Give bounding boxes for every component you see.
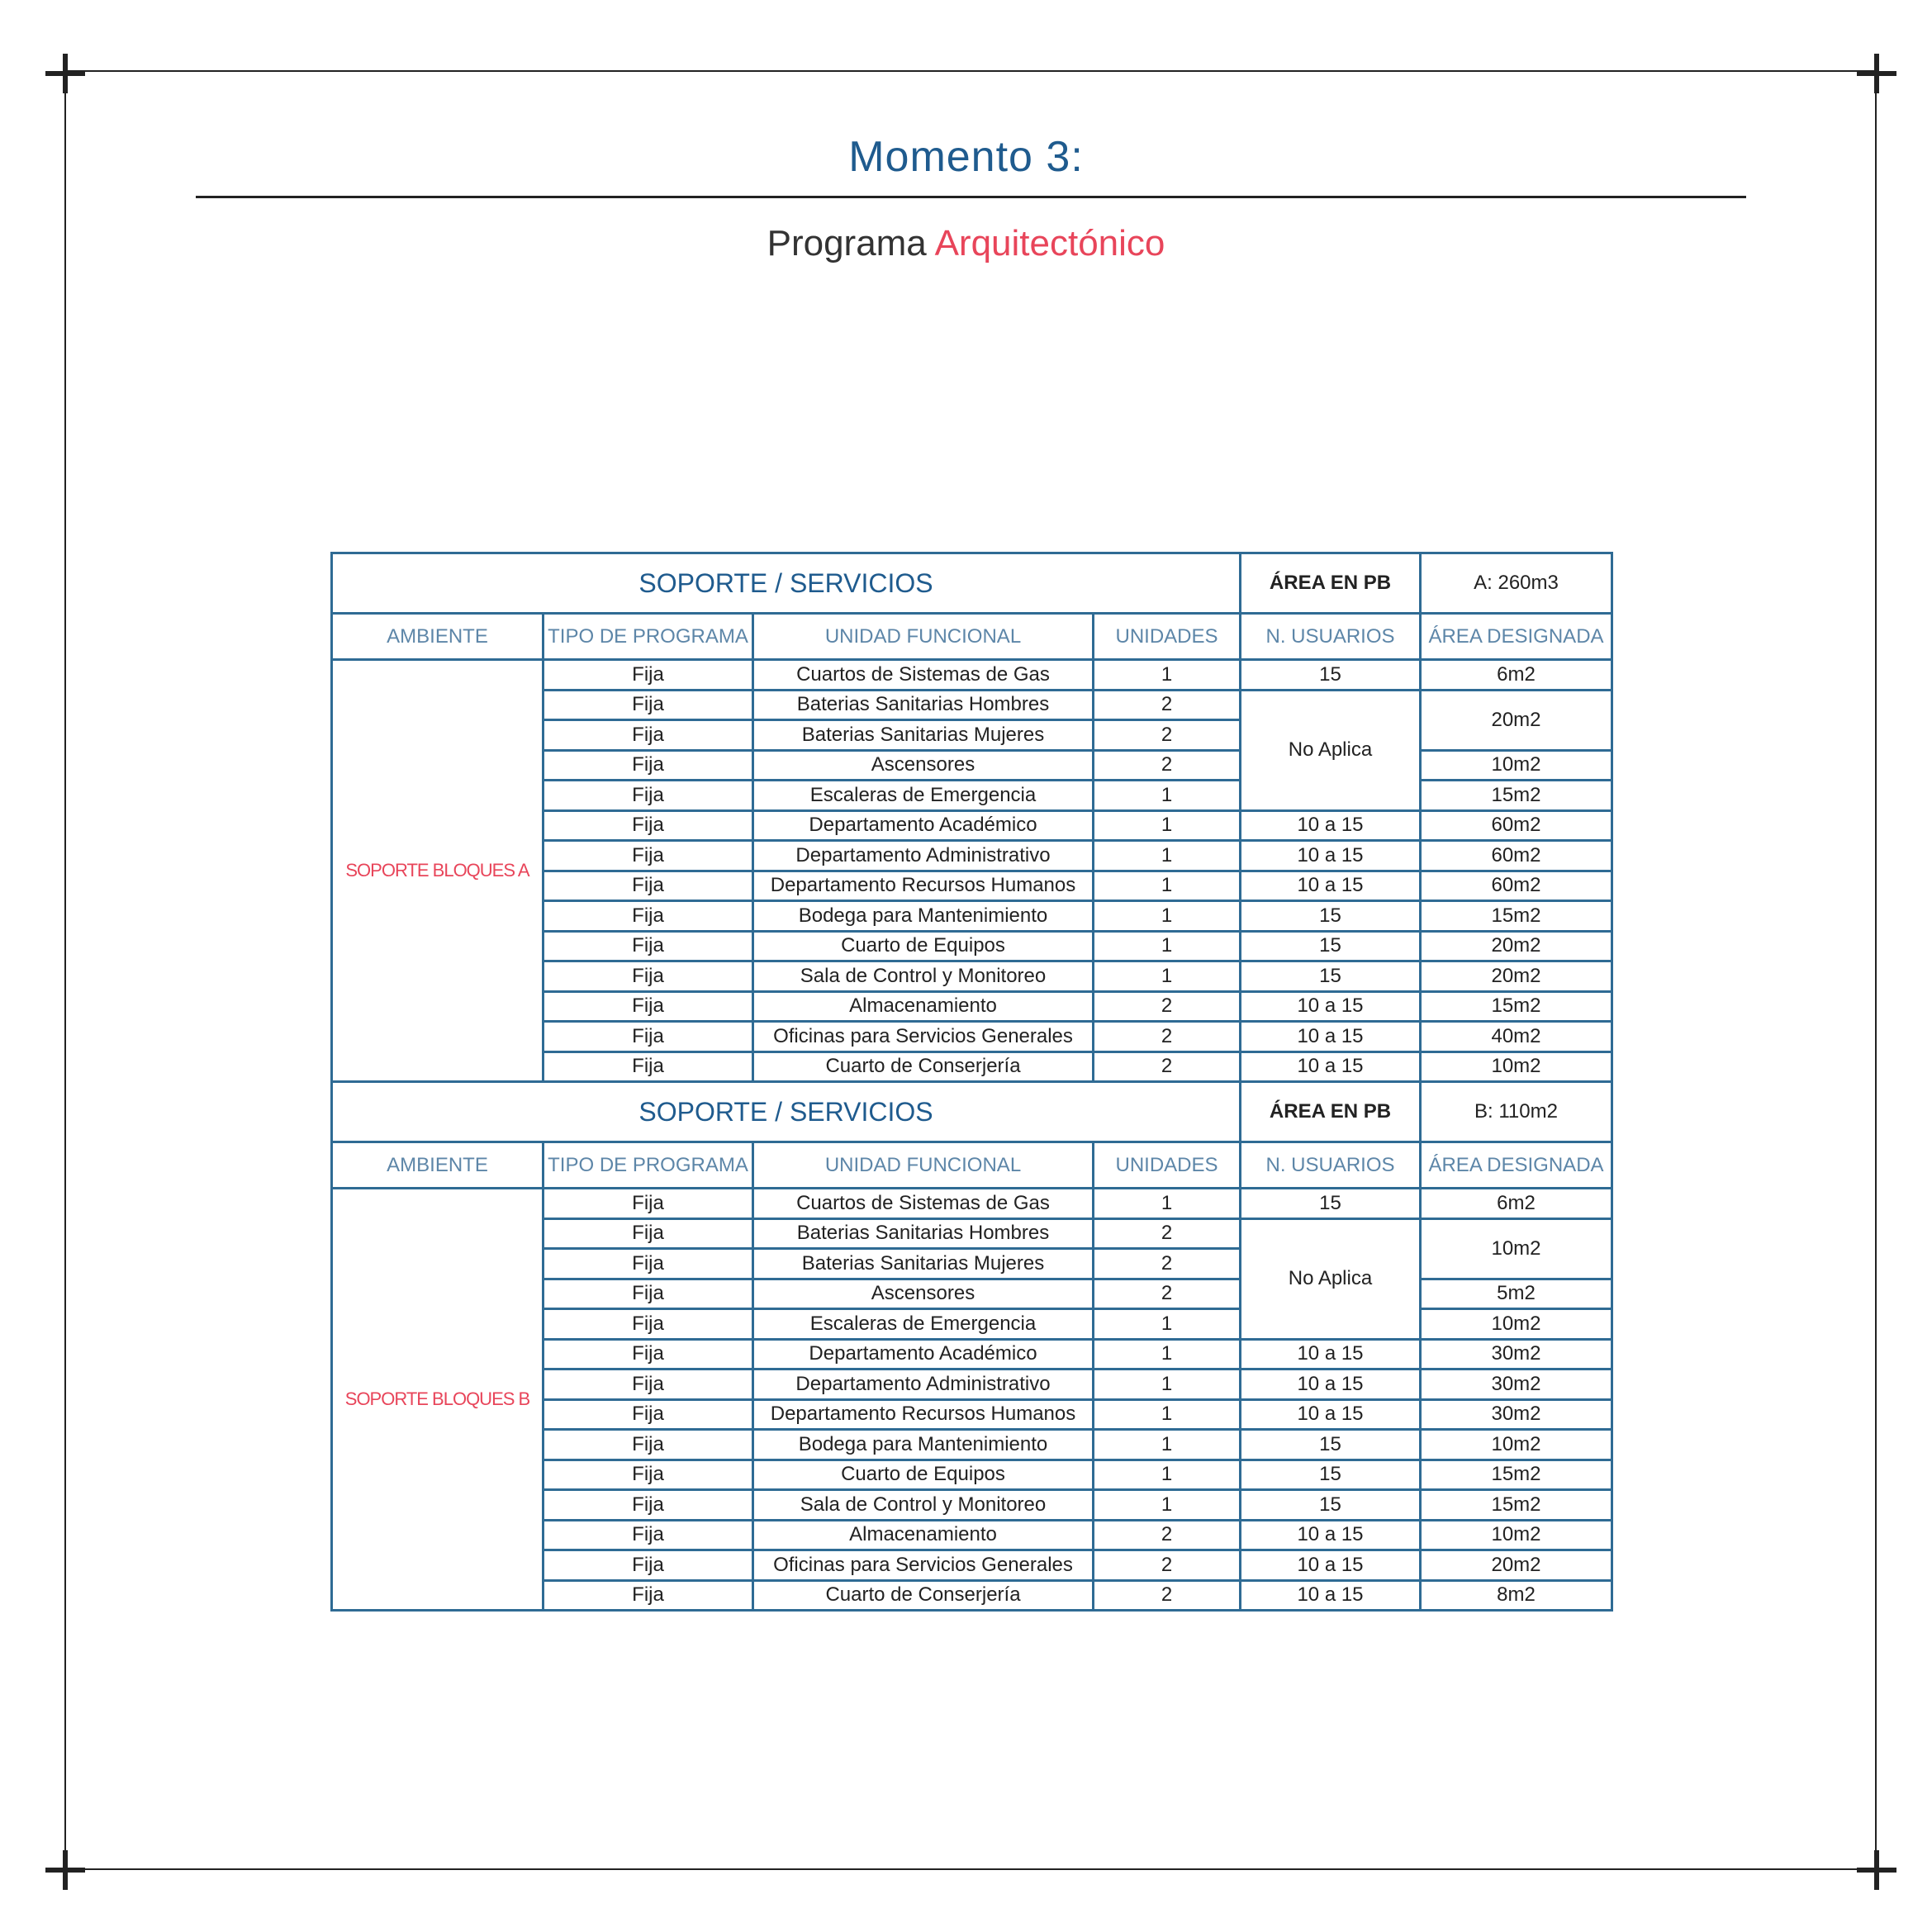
unidades-cell: 2 [1094, 1051, 1241, 1082]
ambiente-cell: SOPORTE BLOQUES B [332, 1189, 544, 1611]
title-divider [196, 196, 1746, 198]
frame-left [64, 70, 66, 1870]
tipo-cell: Fija [544, 660, 753, 691]
frame-top [64, 70, 1877, 72]
unidades-cell: 2 [1094, 1022, 1241, 1052]
unidad-cell: Cuarto de Conserjería [753, 1051, 1094, 1082]
unidades-cell: 1 [1094, 1399, 1241, 1430]
area-cell: 30m2 [1421, 1339, 1612, 1369]
area-value: B: 110m2 [1421, 1082, 1612, 1142]
unidad-cell: Baterias Sanitarias Hombres [753, 1218, 1094, 1249]
unidad-cell: Sala de Control y Monitoreo [753, 961, 1094, 992]
tipo-cell: Fija [544, 1399, 753, 1430]
page-subtitle [0, 223, 1932, 264]
tipo-cell: Fija [544, 720, 753, 751]
usuarios-no-aplica-cell: No Aplica [1241, 690, 1421, 810]
area-cell: 60m2 [1421, 871, 1612, 901]
unidad-cell: Ascensores [753, 750, 1094, 781]
frame-right [1875, 70, 1877, 1870]
area-cell: 10m2 [1421, 1309, 1612, 1340]
table-row [332, 1189, 1612, 1219]
area-cell: 15m2 [1421, 781, 1612, 811]
unidad-cell: Cuartos de Sistemas de Gas [753, 1189, 1094, 1219]
usuarios-cell: 15 [1241, 1189, 1421, 1219]
col-ambiente-header: AMBIENTE [332, 614, 544, 660]
usuarios-cell: 15 [1241, 931, 1421, 961]
usuarios-cell: 10 a 15 [1241, 1580, 1421, 1611]
usuarios-cell: 15 [1241, 901, 1421, 932]
col-area-header: ÁREA DESIGNADA [1421, 614, 1612, 660]
tipo-cell: Fija [544, 1189, 753, 1219]
usuarios-cell: 10 a 15 [1241, 1399, 1421, 1430]
unidad-cell: Departamento Académico [753, 810, 1094, 841]
area-cell: 8m2 [1421, 1580, 1612, 1611]
frame-bottom [64, 1868, 1877, 1870]
unidades-cell: 1 [1094, 810, 1241, 841]
unidad-cell: Cuarto de Equipos [753, 1460, 1094, 1490]
unidad-cell: Departamento Administrativo [753, 841, 1094, 871]
unidad-cell: Cuarto de Equipos [753, 931, 1094, 961]
area-cell: 15m2 [1421, 991, 1612, 1022]
section-title: SOPORTE / SERVICIOS [332, 1082, 1241, 1142]
tipo-cell: Fija [544, 1490, 753, 1521]
usuarios-cell: 10 a 15 [1241, 871, 1421, 901]
tipo-cell: Fija [544, 1218, 753, 1249]
col-unidad-header: UNIDAD FUNCIONAL [753, 1142, 1094, 1189]
unidades-cell: 1 [1094, 1309, 1241, 1340]
unidades-cell: 2 [1094, 750, 1241, 781]
unidades-cell: 2 [1094, 1550, 1241, 1581]
col-usuarios-header: N. USUARIOS [1241, 614, 1421, 660]
area-cell: 20m2 [1421, 961, 1612, 992]
subtitle-accent: Arquitectónico [934, 223, 1165, 263]
section-header-row [332, 1082, 1612, 1142]
tipo-cell: Fija [544, 931, 753, 961]
unidades-cell: 1 [1094, 871, 1241, 901]
corner-mark-top-right [1857, 54, 1896, 93]
tipo-cell: Fija [544, 690, 753, 720]
unidades-cell: 2 [1094, 1218, 1241, 1249]
tipo-cell: Fija [544, 810, 753, 841]
usuarios-cell: 10 a 15 [1241, 841, 1421, 871]
area-cell: 6m2 [1421, 1189, 1612, 1219]
tipo-cell: Fija [544, 991, 753, 1022]
area-value: A: 260m3 [1421, 553, 1612, 614]
unidad-cell: Escaleras de Emergencia [753, 781, 1094, 811]
area-cell: 20m2 [1421, 690, 1612, 750]
col-tipo-header: TIPO DE PROGRAMA [544, 1142, 753, 1189]
column-header-row [332, 614, 1612, 660]
unidad-cell: Baterias Sanitarias Mujeres [753, 1249, 1094, 1279]
area-cell: 60m2 [1421, 841, 1612, 871]
unidad-cell: Escaleras de Emergencia [753, 1309, 1094, 1340]
tipo-cell: Fija [544, 781, 753, 811]
tipo-cell: Fija [544, 871, 753, 901]
usuarios-cell: 10 a 15 [1241, 1520, 1421, 1550]
unidad-cell: Almacenamiento [753, 1520, 1094, 1550]
tipo-cell: Fija [544, 1460, 753, 1490]
unidad-cell: Baterias Sanitarias Mujeres [753, 720, 1094, 751]
area-cell: 40m2 [1421, 1022, 1612, 1052]
tipo-cell: Fija [544, 1249, 753, 1279]
area-cell: 60m2 [1421, 810, 1612, 841]
section-title: SOPORTE / SERVICIOS [332, 553, 1241, 614]
unidades-cell: 1 [1094, 1189, 1241, 1219]
unidades-cell: 1 [1094, 901, 1241, 932]
area-cell: 10m2 [1421, 750, 1612, 781]
area-label: ÁREA EN PB [1241, 553, 1421, 614]
tipo-cell: Fija [544, 750, 753, 781]
unidad-cell: Sala de Control y Monitoreo [753, 1490, 1094, 1521]
unidad-cell: Departamento Recursos Humanos [753, 871, 1094, 901]
area-cell: 10m2 [1421, 1051, 1612, 1082]
unidad-cell: Ascensores [753, 1279, 1094, 1309]
unidades-cell: 1 [1094, 1460, 1241, 1490]
unidad-cell: Departamento Académico [753, 1339, 1094, 1369]
unidades-cell: 1 [1094, 961, 1241, 992]
area-cell: 15m2 [1421, 1490, 1612, 1521]
usuarios-cell: 10 a 15 [1241, 810, 1421, 841]
unidad-cell: Almacenamiento [753, 991, 1094, 1022]
program-table [330, 552, 1613, 1612]
unidad-cell: Departamento Administrativo [753, 1369, 1094, 1400]
area-cell: 15m2 [1421, 1460, 1612, 1490]
usuarios-cell: 10 a 15 [1241, 1339, 1421, 1369]
ambiente-cell: SOPORTE BLOQUES A [332, 660, 544, 1082]
area-cell: 15m2 [1421, 901, 1612, 932]
usuarios-cell: 15 [1241, 1460, 1421, 1490]
usuarios-cell: 15 [1241, 1430, 1421, 1460]
unidades-cell: 2 [1094, 1279, 1241, 1309]
unidades-cell: 1 [1094, 1490, 1241, 1521]
usuarios-cell: 10 a 15 [1241, 1051, 1421, 1082]
unidades-cell: 2 [1094, 720, 1241, 751]
tipo-cell: Fija [544, 1051, 753, 1082]
tipo-cell: Fija [544, 1580, 753, 1611]
tipo-cell: Fija [544, 1279, 753, 1309]
tipo-cell: Fija [544, 901, 753, 932]
tipo-cell: Fija [544, 1309, 753, 1340]
unidad-cell: Cuarto de Conserjería [753, 1580, 1094, 1611]
unidades-cell: 1 [1094, 841, 1241, 871]
unidad-cell: Departamento Recursos Humanos [753, 1399, 1094, 1430]
unidades-cell: 2 [1094, 1520, 1241, 1550]
unidades-cell: 2 [1094, 1580, 1241, 1611]
corner-mark-bottom-right [1857, 1850, 1896, 1890]
table-row [332, 660, 1612, 691]
subtitle-prefix: Programa [767, 223, 927, 263]
unidad-cell: Cuartos de Sistemas de Gas [753, 660, 1094, 691]
page-title: Momento 3: [848, 133, 1084, 181]
unidades-cell: 2 [1094, 1249, 1241, 1279]
area-cell: 10m2 [1421, 1430, 1612, 1460]
corner-mark-top-left [45, 54, 85, 93]
area-cell: 6m2 [1421, 660, 1612, 691]
unidades-cell: 1 [1094, 1430, 1241, 1460]
unidad-cell: Bodega para Mantenimiento [753, 1430, 1094, 1460]
col-area-header: ÁREA DESIGNADA [1421, 1142, 1612, 1189]
usuarios-cell: 15 [1241, 660, 1421, 691]
area-cell: 30m2 [1421, 1369, 1612, 1400]
area-cell: 5m2 [1421, 1279, 1612, 1309]
unidad-cell: Oficinas para Servicios Generales [753, 1550, 1094, 1581]
unidades-cell: 1 [1094, 781, 1241, 811]
unidades-cell: 1 [1094, 931, 1241, 961]
usuarios-cell: 10 a 15 [1241, 1369, 1421, 1400]
section-header-row [332, 553, 1612, 614]
tipo-cell: Fija [544, 1520, 753, 1550]
col-usuarios-header: N. USUARIOS [1241, 1142, 1421, 1189]
tipo-cell: Fija [544, 1550, 753, 1581]
area-label: ÁREA EN PB [1241, 1082, 1421, 1142]
col-unidad-header: UNIDAD FUNCIONAL [753, 614, 1094, 660]
area-cell: 30m2 [1421, 1399, 1612, 1430]
unidad-cell: Baterias Sanitarias Hombres [753, 690, 1094, 720]
area-cell: 10m2 [1421, 1218, 1612, 1279]
unidades-cell: 1 [1094, 1339, 1241, 1369]
col-unidades-header: UNIDADES [1094, 614, 1241, 660]
tipo-cell: Fija [544, 961, 753, 992]
col-tipo-header: TIPO DE PROGRAMA [544, 614, 753, 660]
unidad-cell: Oficinas para Servicios Generales [753, 1022, 1094, 1052]
area-cell: 10m2 [1421, 1520, 1612, 1550]
usuarios-cell: 10 a 15 [1241, 991, 1421, 1022]
usuarios-cell: 10 a 15 [1241, 1550, 1421, 1581]
area-cell: 20m2 [1421, 1550, 1612, 1581]
unidades-cell: 2 [1094, 991, 1241, 1022]
tipo-cell: Fija [544, 1022, 753, 1052]
unidades-cell: 1 [1094, 660, 1241, 691]
usuarios-cell: 15 [1241, 961, 1421, 992]
tipo-cell: Fija [544, 841, 753, 871]
tipo-cell: Fija [544, 1430, 753, 1460]
tipo-cell: Fija [544, 1369, 753, 1400]
unidad-cell: Bodega para Mantenimiento [753, 901, 1094, 932]
usuarios-cell: 15 [1241, 1490, 1421, 1521]
tipo-cell: Fija [544, 1339, 753, 1369]
col-unidades-header: UNIDADES [1094, 1142, 1241, 1189]
col-ambiente-header: AMBIENTE [332, 1142, 544, 1189]
area-cell: 20m2 [1421, 931, 1612, 961]
unidades-cell: 1 [1094, 1369, 1241, 1400]
usuarios-cell: 10 a 15 [1241, 1022, 1421, 1052]
column-header-row [332, 1142, 1612, 1189]
usuarios-no-aplica-cell: No Aplica [1241, 1218, 1421, 1339]
unidades-cell: 2 [1094, 690, 1241, 720]
corner-mark-bottom-left [45, 1850, 85, 1890]
